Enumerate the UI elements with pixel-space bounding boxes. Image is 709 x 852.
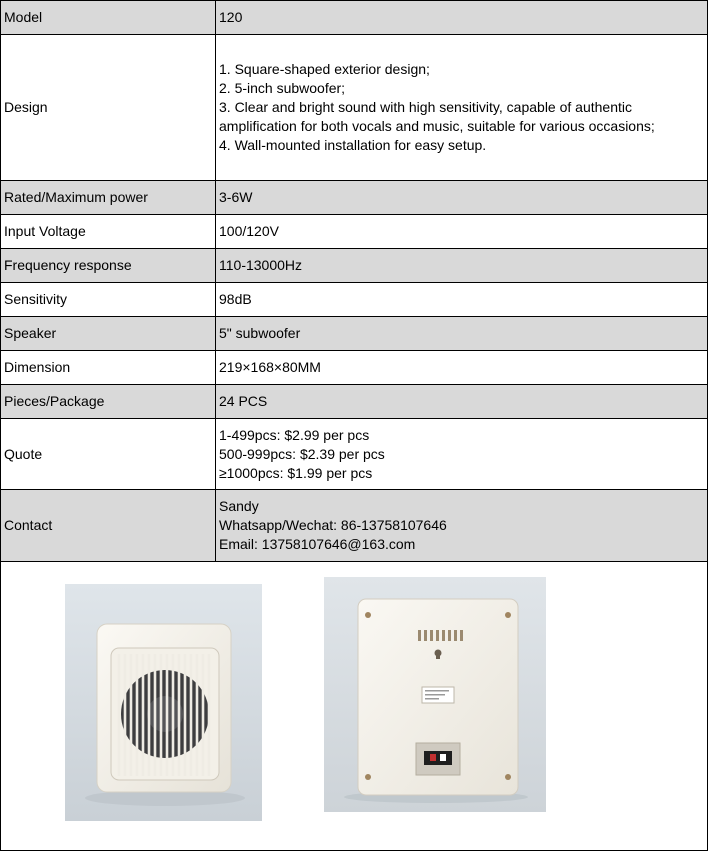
label-voltage: Input Voltage xyxy=(1,215,216,249)
label-sensitivity: Sensitivity xyxy=(1,283,216,317)
value-power: 3-6W xyxy=(216,181,708,215)
contact-line: Sandy xyxy=(219,498,259,514)
row-package xyxy=(1,385,708,419)
row-dimension xyxy=(1,351,708,385)
design-line: 2. 5-inch subwoofer; xyxy=(219,80,346,96)
row-contact xyxy=(1,490,708,562)
design-line: 3. Clear and bright sound with high sensitivity, capable of authentic xyxy=(219,99,632,115)
label-quote: Quote xyxy=(1,419,216,490)
product-images-row xyxy=(0,562,708,851)
row-quote xyxy=(1,419,708,490)
row-frequency xyxy=(1,249,708,283)
value-voltage: 100/120V xyxy=(216,215,708,249)
row-voltage xyxy=(1,215,708,249)
value-speaker: 5" subwoofer xyxy=(216,317,708,351)
label-dimension: Dimension xyxy=(1,351,216,385)
contact-line: Email: 13758107646@163.com xyxy=(219,536,416,552)
label-package: Pieces/Package xyxy=(1,385,216,419)
speaker-back-photo xyxy=(324,577,546,812)
label-power: Rated/Maximum power xyxy=(1,181,216,215)
quote-line: ≥1000pcs: $1.99 per pcs xyxy=(219,464,373,481)
label-speaker: Speaker xyxy=(1,317,216,351)
row-sensitivity xyxy=(1,283,708,317)
quote-line: 500-999pcs: $2.39 per pcs xyxy=(219,445,385,462)
design-line: 4. Wall-mounted installation for easy setup. xyxy=(219,137,487,153)
value-dimension: 219×168×80MM xyxy=(216,351,708,385)
label-design: Design xyxy=(1,35,216,181)
label-model: Model xyxy=(1,1,216,35)
label-contact: Contact xyxy=(1,490,216,562)
value-model: 120 xyxy=(216,1,708,35)
design-line: 1. Square-shaped exterior design; xyxy=(219,61,430,77)
value-contact xyxy=(216,490,708,562)
value-sensitivity: 98dB xyxy=(216,283,708,317)
value-quote xyxy=(216,419,708,490)
label-frequency: Frequency response xyxy=(1,249,216,283)
value-design xyxy=(216,35,708,181)
quote-line: 1-499pcs: $2.99 per pcs xyxy=(219,426,370,443)
value-frequency: 110-13000Hz xyxy=(216,249,708,283)
design-line: amplification for both vocals and music, suitable for various occasions; xyxy=(219,118,655,134)
row-model xyxy=(1,1,708,35)
speaker-front-photo xyxy=(65,584,262,821)
row-speaker xyxy=(1,317,708,351)
contact-line: Whatsapp/Wechat: 86-13758107646 xyxy=(219,517,447,533)
row-design xyxy=(1,35,708,181)
value-package: 24 PCS xyxy=(216,385,708,419)
row-power xyxy=(1,181,708,215)
